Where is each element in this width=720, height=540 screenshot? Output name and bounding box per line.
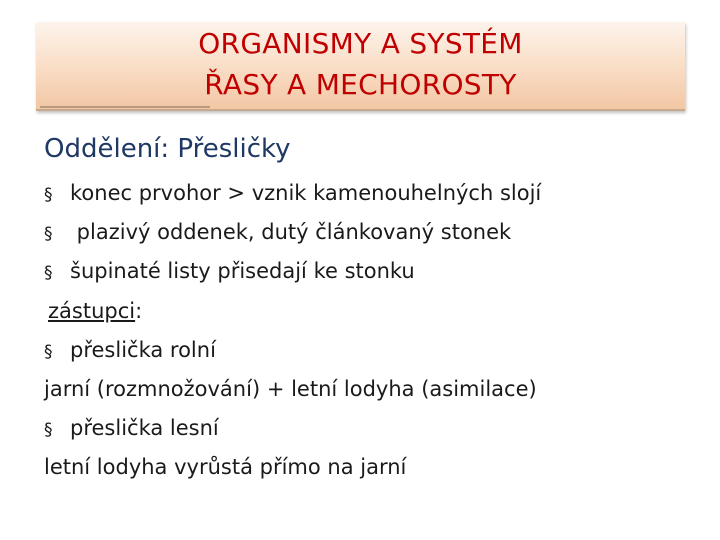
list-item	[44, 409, 704, 448]
representatives-colon: :	[135, 298, 143, 323]
list-item	[44, 252, 704, 291]
list-item-text: šupinaté listy přisedají ke stonku	[70, 259, 415, 284]
list-item	[44, 213, 704, 252]
section-heading: Oddělení: Přesličky	[44, 134, 291, 164]
slide-title-line-2: ŘASY A MECHOROSTY	[204, 68, 517, 101]
slide-title-line-1: ORGANISMY A SYSTÉM	[198, 27, 523, 60]
representatives-label: zástupci	[48, 298, 136, 323]
bullet-icon: §	[44, 224, 53, 245]
list-item	[44, 331, 704, 370]
bullet-icon: §	[44, 185, 53, 205]
title-divider	[40, 106, 210, 108]
list-item	[44, 174, 704, 213]
text-line: letní lodyha vyrůstá přímo na jarní	[44, 455, 407, 480]
title-banner	[36, 22, 685, 111]
content-body	[44, 174, 704, 488]
bullet-icon: §	[44, 341, 53, 362]
representatives-label-row	[44, 292, 704, 331]
list-item-text: přeslička rolní	[70, 337, 216, 362]
bullet-icon: §	[44, 420, 53, 441]
list-item-text: plazivý oddenek, dutý článkovaný stonek	[70, 220, 512, 245]
bullet-icon: §	[44, 263, 53, 284]
list-item-text: přeslička lesní	[70, 416, 219, 441]
text-line: jarní (rozmnožování) + letní lodyha (asimilace)	[44, 376, 537, 401]
list-item-text: konec prvohor > vznik kamenouhelných slojí	[70, 181, 542, 205]
